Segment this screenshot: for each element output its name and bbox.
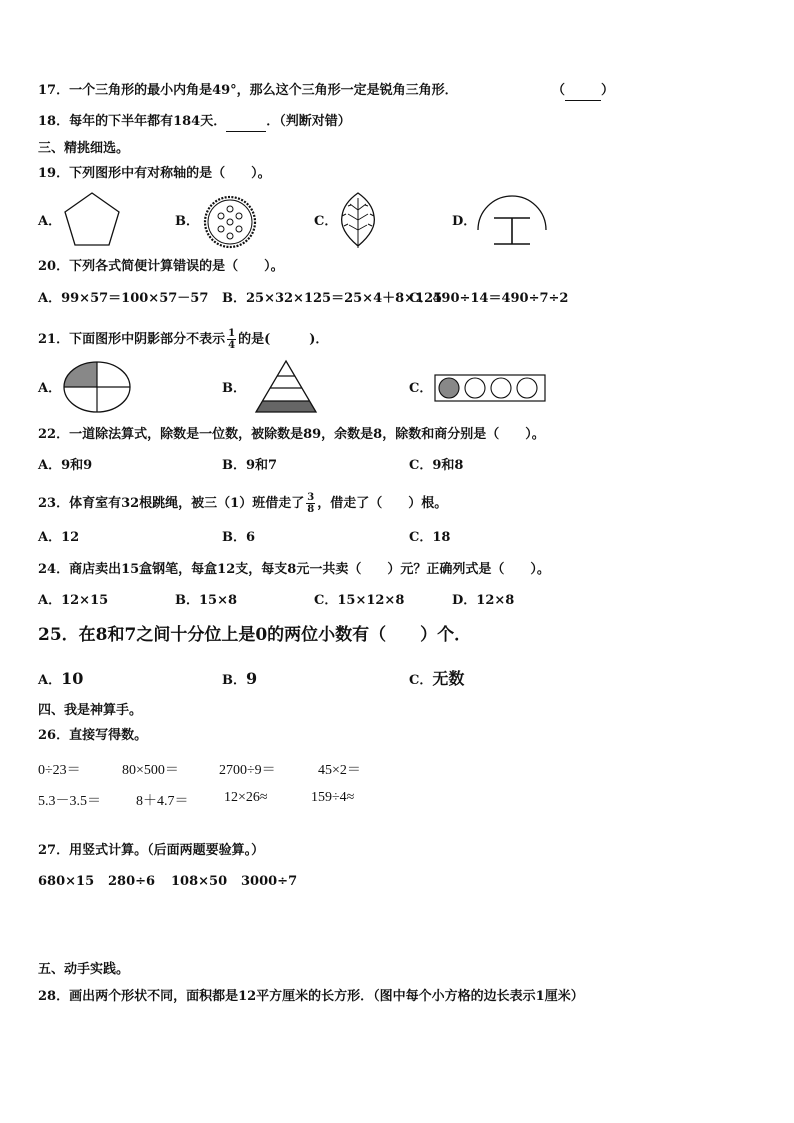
question-20: 20．下列各式简便计算错误的是（ ）。 <box>38 259 284 274</box>
fraction-one-quarter: $\frac{1}{4}$ <box>228 328 236 351</box>
vertical-calc-item[interactable]: 680×15 <box>38 874 95 889</box>
question-18-suffix: ．（判断对错） <box>266 114 351 129</box>
calc-item[interactable]: 8＋4.7＝ <box>136 794 189 809</box>
section-3-heading: 三、精挑细选。 <box>38 141 130 156</box>
q22-option-a[interactable]: A．9和9 <box>38 458 93 473</box>
q21-option-b[interactable]: B． <box>222 381 246 396</box>
cookie-figure <box>202 194 258 250</box>
q25-option-c[interactable]: C．无数 <box>409 669 465 688</box>
question-24: 24．商店卖出15盒钢笔，每盒12支，每支8元一共卖（ ）元？正确列式是（ ）。 <box>38 562 550 577</box>
calc-item[interactable]: 5.3－3.5＝ <box>38 794 101 809</box>
leaf-figure <box>338 190 378 250</box>
q20-option-a[interactable]: A．99×57＝100×57－57 <box>38 291 209 306</box>
q20-option-b[interactable]: B．25×32×125＝25×4＋8×125 <box>222 291 443 306</box>
calc-item[interactable]: 2700÷9＝ <box>219 763 276 778</box>
vertical-calc-item[interactable]: 3000÷7 <box>241 874 298 889</box>
question-23-suffix: ，借走了（ ）根。 <box>317 496 448 511</box>
q23-option-a[interactable]: A．12 <box>38 530 80 545</box>
question-28: 28．画出两个形状不同，面积都是12平方厘米的长方形．（图中每个小方格的边长表示1厘米） <box>38 989 584 1004</box>
calc-item[interactable]: 0÷23＝ <box>38 763 81 778</box>
question-23-prefix: 23．体育室有32根跳绳，被三（1）班借走了 <box>38 496 305 511</box>
question-23 <box>38 492 447 515</box>
calc-item[interactable]: 159÷4≈ <box>311 790 355 805</box>
semicircle-figure <box>476 194 548 248</box>
question-21-prefix: 21．下面图形中阴影部分不表示 <box>38 332 226 347</box>
q24-option-d[interactable]: D．12×8 <box>452 593 515 608</box>
q20-option-c[interactable]: C．490÷14＝490÷7÷2 <box>409 291 569 306</box>
shaded-circles-figure <box>434 374 546 402</box>
shaded-triangle-figure <box>250 358 322 416</box>
question-27: 27．用竖式计算。（后面两题要验算。） <box>38 843 265 858</box>
question-17-text: 17．一个三角形的最小内角是49°，那么这个三角形一定是锐角三角形． <box>38 83 458 98</box>
question-26: 26．直接写得数。 <box>38 728 148 743</box>
q19-option-a[interactable]: A． <box>38 214 62 229</box>
calc-item[interactable]: 45×2＝ <box>318 763 361 778</box>
section-5-heading: 五、动手实践。 <box>38 962 130 977</box>
question-18-prefix: 18．每年的下半年都有184天． <box>38 114 227 129</box>
vertical-calc-item[interactable]: 280÷6 <box>108 874 156 889</box>
question-21 <box>38 328 328 351</box>
q22-option-c[interactable]: C．9和8 <box>409 458 464 473</box>
q25-option-b[interactable]: B．9 <box>222 669 258 688</box>
q19-option-b[interactable]: B． <box>175 214 199 229</box>
q21-option-c[interactable]: C． <box>409 381 433 396</box>
question-18-answer-blank[interactable] <box>226 113 266 132</box>
question-21-suffix: 的是( )． <box>238 332 329 347</box>
q19-option-c[interactable]: C． <box>314 214 338 229</box>
q24-option-a[interactable]: A．12×15 <box>38 593 109 608</box>
q21-option-a[interactable]: A． <box>38 381 62 396</box>
fraction-three-eighths: $\frac{3}{8}$ <box>307 492 315 515</box>
question-22: 22．一道除法算式，除数是一位数，被除数是89，余数是8，除数和商分别是（ ）。 <box>38 427 545 442</box>
q22-option-b[interactable]: B．9和7 <box>222 458 278 473</box>
calc-item[interactable]: 12×26≈ <box>224 790 268 805</box>
shaded-ellipse-figure <box>62 360 132 414</box>
q24-option-b[interactable]: B．15×8 <box>175 593 238 608</box>
q19-option-d[interactable]: D． <box>452 214 477 229</box>
q23-option-b[interactable]: B．6 <box>222 530 256 545</box>
vertical-calc-item[interactable]: 108×50 <box>171 874 228 889</box>
section-4-heading: 四、我是神算手。 <box>38 703 143 718</box>
question-17-answer-blank[interactable]: （ ） <box>552 82 614 101</box>
q25-option-a[interactable]: A．10 <box>38 669 84 688</box>
calc-item[interactable]: 80×500＝ <box>122 763 179 778</box>
question-19: 19．下列图形中有对称轴的是（ ）。 <box>38 166 271 181</box>
pentagon-figure <box>62 190 122 248</box>
question-17 <box>38 82 458 100</box>
question-25: 25．在8和7之间十分位上是0的两位小数有（ ）个． <box>38 625 472 645</box>
q24-option-c[interactable]: C．15×12×8 <box>314 593 405 608</box>
question-18 <box>38 113 351 132</box>
q23-option-c[interactable]: C．18 <box>409 530 451 545</box>
